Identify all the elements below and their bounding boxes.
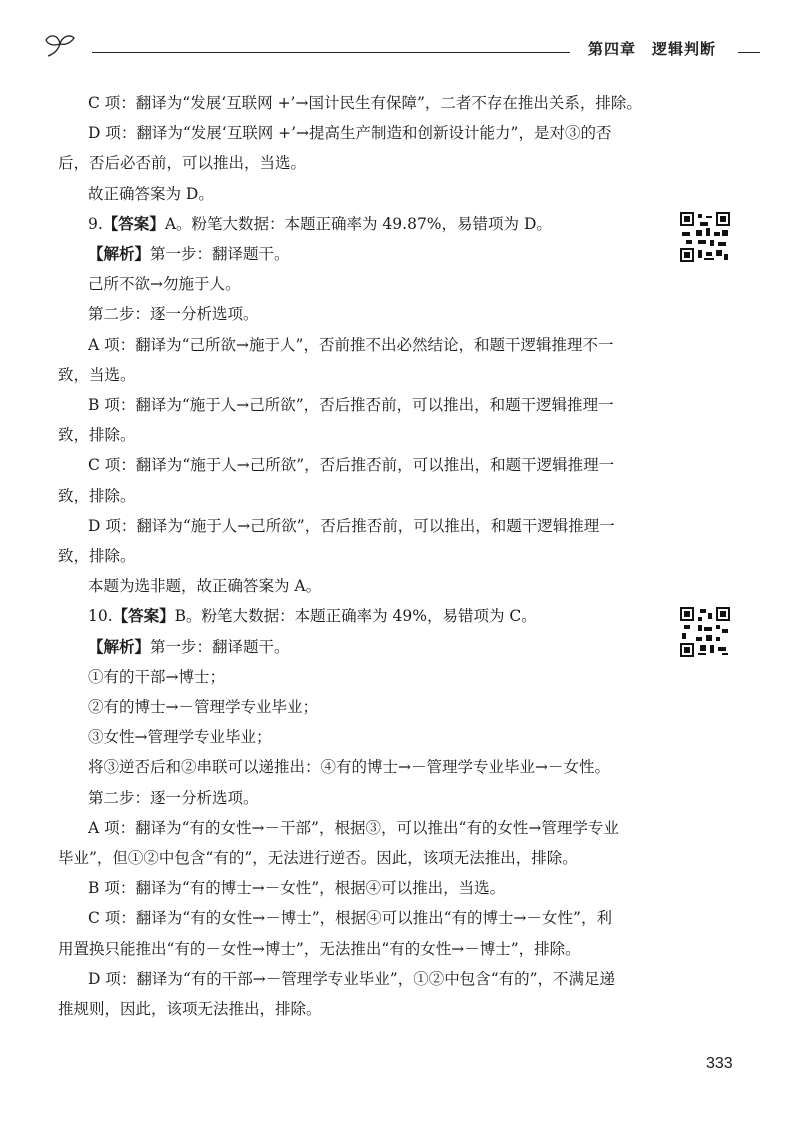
text-line: 第二步：逐一分析选项。 [88, 788, 259, 807]
text-line: C 项：翻译为“发展‘互联网 +’→国计民生有保障”，二者不存在推出关系，排除。 [88, 94, 642, 112]
answer-text: B。粉笔大数据：本题正确率为 49%，易错项为 C。 [174, 607, 537, 626]
question-9-answer [58, 209, 658, 239]
answer-tag: 【答案】 [112, 607, 175, 626]
question-number: 9. [88, 214, 103, 233]
text-line: 推规则，因此，该项无法推出，排除。 [58, 1000, 322, 1019]
step-text: 第一步：翻译题干。 [150, 637, 290, 656]
qr-code-icon[interactable] [680, 607, 730, 657]
text-line: A 项：翻译为“己所欲→施于人”，否前推不出必然结论，和题干逻辑推理不一 [88, 335, 614, 354]
question-number: 10. [88, 607, 113, 626]
page-number: 333 [706, 1055, 733, 1072]
answer-text: A。粉笔大数据：本题正确率为 49.87%，易错项为 D。 [164, 214, 552, 233]
text-line: B 项：翻译为“有的博士→－女性”，根据④可以推出，当选。 [88, 879, 506, 898]
header-rule-left [92, 52, 570, 53]
question-10-analysis [58, 632, 658, 662]
text-line: 致，排除。 [58, 426, 136, 445]
text-line: ②有的博士→－管理学专业毕业； [88, 698, 318, 717]
question-9-analysis [58, 239, 658, 269]
chapter-title: 第四章 逻辑判断 [588, 40, 717, 58]
text-line: 用置换只能推出“有的－女性→博士”，无法推出“有的女性→－博士”，排除。 [58, 939, 581, 958]
text-line: C 项：翻译为“有的女性→－博士”，根据④可以推出“有的博士→－女性”，利 [88, 909, 612, 928]
text-line: 将③逆否后和②串联可以递推出：④有的博士→－管理学专业毕业→－女性。 [88, 758, 610, 777]
running-header [40, 30, 760, 60]
text-line: A 项：翻译为“有的女性→－干部”，根据③，可以推出“有的女性→管理学专业 [88, 818, 619, 837]
answer-explanation-body [58, 88, 658, 1024]
text-line: 故正确答案为 D。 [88, 184, 214, 203]
answer-tag: 【答案】 [102, 214, 165, 233]
header-rule-right [738, 52, 760, 53]
text-line: 毕业”，但①②中包含“有的”，无法进行逆否。因此，该项无法推出，排除。 [58, 849, 578, 868]
sprout-leaf-icon [40, 32, 80, 58]
text-line: 致，排除。 [58, 486, 136, 505]
text-line: 后，否后必否前，可以推出，当选。 [58, 154, 307, 173]
question-10-answer [58, 601, 658, 631]
text-line: D 项：翻译为“有的干部→－管理学专业毕业”，①②中包含“有的”，不满足递 [88, 969, 616, 988]
text-line: C 项：翻译为“施于人→己所欲”，否后推否前，可以推出，和题干逻辑推理一 [88, 456, 615, 475]
text-line: ③女性→管理学专业毕业； [88, 728, 272, 747]
analysis-tag: 【解析】 [88, 245, 151, 264]
qr-code-icon[interactable] [680, 212, 730, 262]
analysis-tag: 【解析】 [88, 637, 151, 656]
text-line: 致，排除。 [58, 547, 136, 566]
text-line: D 项：翻译为“发展‘互联网 +’→提高生产制造和创新设计能力”，是对③的否 [88, 124, 612, 143]
step-text: 第一步：翻译题干。 [150, 245, 290, 264]
text-line: 己所不欲→勿施于人。 [88, 275, 241, 294]
text-line: 致，当选。 [58, 365, 136, 384]
text-line: 本题为选非题，故正确答案为 A。 [88, 577, 322, 596]
text-line: B 项：翻译为“施于人→己所欲”，否后推否前，可以推出，和题干逻辑推理一 [88, 396, 614, 415]
text-line: ①有的干部→博士； [88, 667, 225, 686]
text-line: 第二步：逐一分析选项。 [88, 305, 259, 324]
text-line: D 项：翻译为“施于人→己所欲”，否后推否前，可以推出，和题干逻辑推理一 [88, 516, 615, 535]
